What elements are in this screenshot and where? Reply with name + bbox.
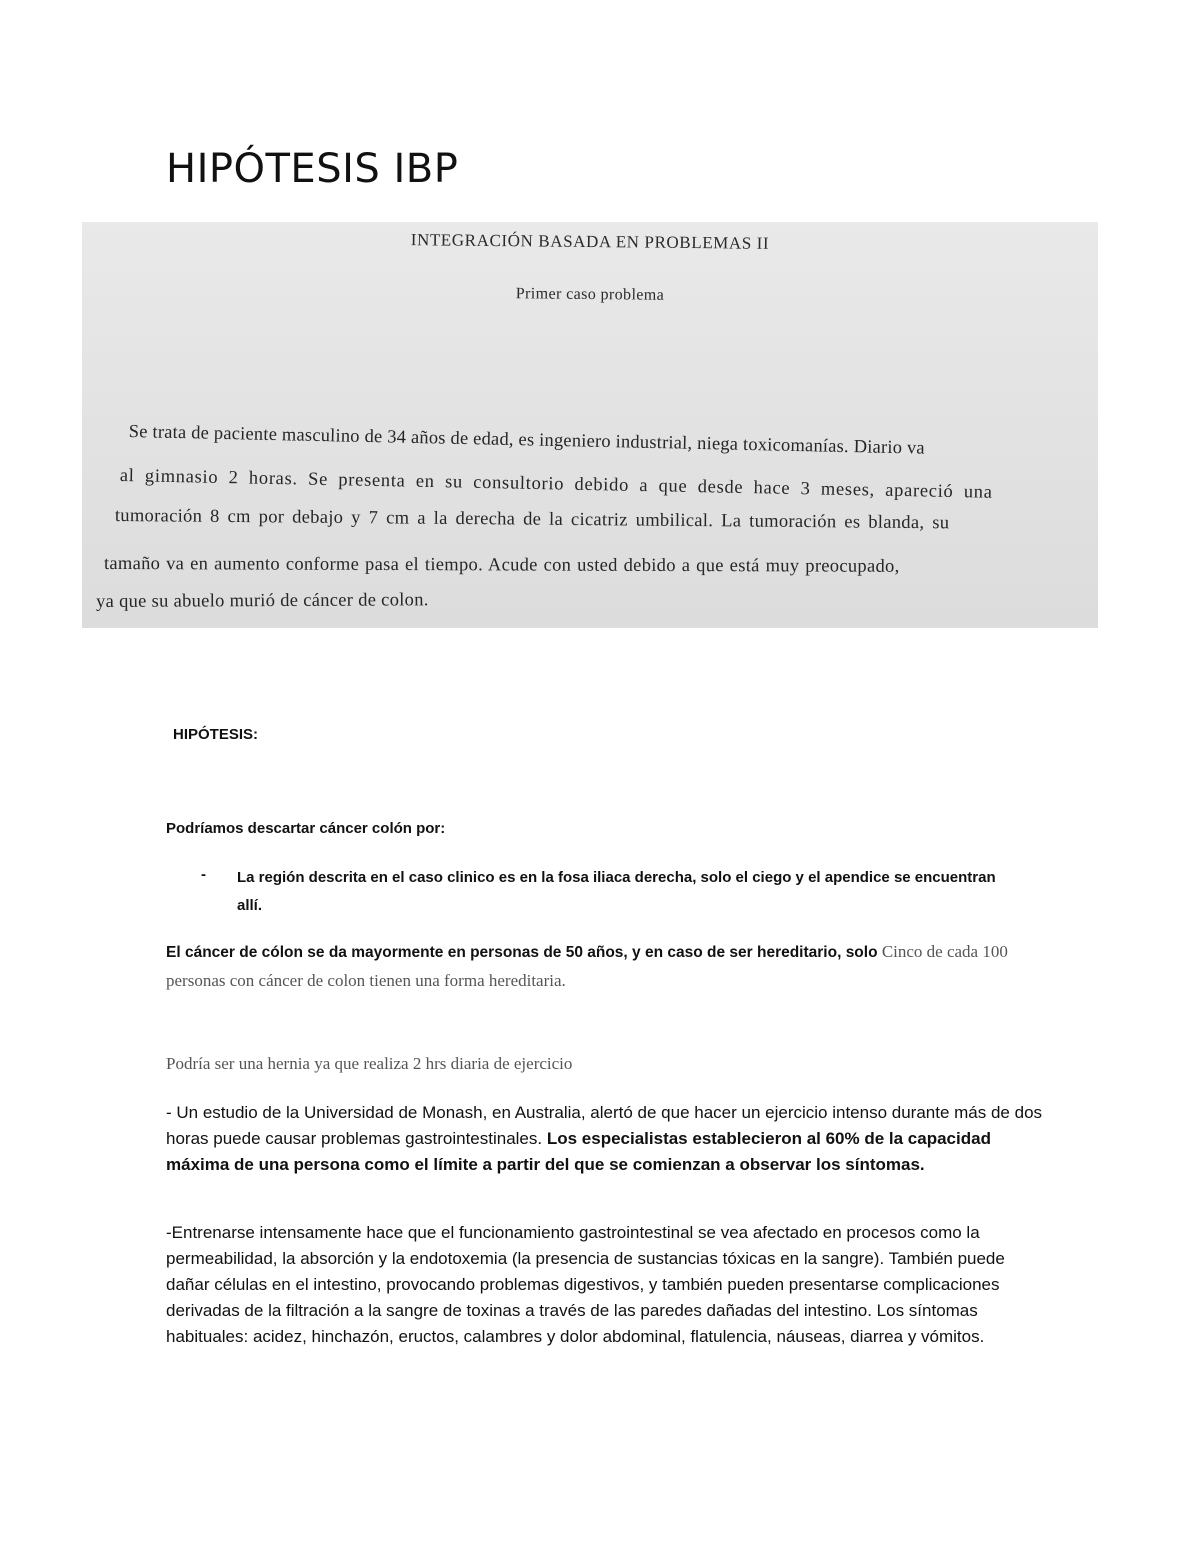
study-paragraph: [166, 1100, 1046, 1178]
hypothesis-label: HIPÓTESIS:: [173, 726, 259, 743]
photo-line: al gimnasio 2 horas. Se presenta en su consultorio debido a que desde hace 3 meses, apareció una: [119, 466, 993, 503]
photo-line: Se trata de paciente masculino de 34 años de edad, es ingeniero industrial, niega toxicomanías. Diario va: [128, 422, 926, 459]
case-photo: [82, 222, 1098, 628]
cancer-paragraph: [166, 938, 1026, 996]
photo-heading: INTEGRACIÓN BASADA EN PROBLEMAS II: [410, 230, 770, 253]
training-paragraph: -Entrenarse intensamente hace que el funcionamiento gastrointestinal se vea afectado en procesos como la permeabilidad, la absorción y la endotoxemia (la presencia de sustancias tóxicas en la sangre). También puede dañar células en el intestino, provocando problemas digestivos, y también pueden presentarse complicaciones derivadas de la filtración a la sangre de toxinas a través de las paredes dañadas del intestino. Los síntomas habituales: acidez, hinchazón, eructos, calambres y dolor abdominal, flatulencia, náuseas, diarrea y vómitos.: [166, 1223, 1005, 1346]
bullet-dash: -: [201, 866, 206, 883]
hernia-hypothesis: Podría ser una hernia ya que realiza 2 hrs diaria de ejercicio: [166, 1054, 573, 1073]
study-normal-text: - Un estudio de la Universidad de Monash, en Australia, alertó de que hacer un ejercicio intenso durante más de dos horas puede causar problemas gastrointestinales.: [166, 1103, 1043, 1148]
photo-subheading: Primer caso problema: [515, 285, 665, 304]
photo-line: tamaño va en aumento conforme pasa el tiempo. Acude con usted debido a que está muy preocupado,: [103, 554, 900, 577]
cancer-bold-text: El cáncer de cólon se da mayormente en personas de 50 años, y en caso de ser hereditario, solo: [166, 944, 878, 961]
rule-out-heading: Podríamos descartar cáncer colón por:: [166, 820, 446, 837]
document-title: HIPÓTESIS IBP: [166, 146, 459, 192]
photo-line: tumoración 8 cm por debajo y 7 cm a la derecha de la cicatriz umbilical. La tumoración es blanda, su: [114, 506, 950, 534]
bullet-item: La región descrita en el caso clinico es en la fosa iliaca derecha, solo el ciego y el apendice se encuentran allí.: [237, 869, 996, 914]
study-bold-text: Los especialistas establecieron al 60% de la capacidad máxima de una persona como el límite a partir del que se comienzan a observar los síntomas.: [166, 1129, 991, 1174]
photo-line: ya que su abuelo murió de cáncer de colon.: [96, 590, 429, 612]
cancer-normal-text: Cinco de cada 100 personas con cáncer de colon tienen una forma hereditaria.: [166, 942, 1008, 990]
